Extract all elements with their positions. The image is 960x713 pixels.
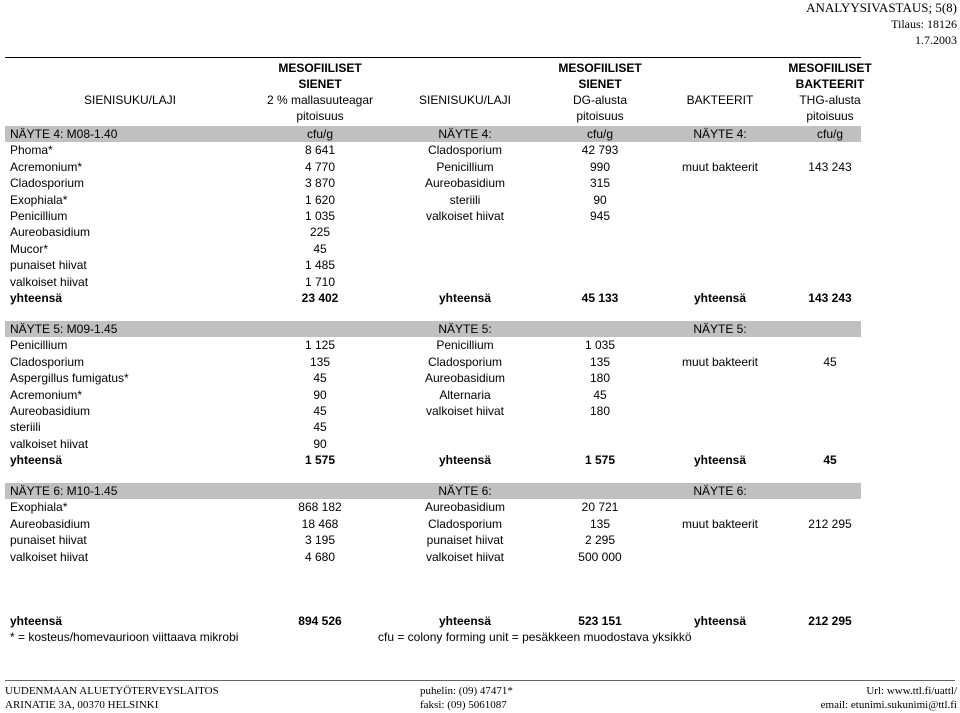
grand-total-cell: yhteensä bbox=[693, 614, 747, 628]
column-header-c4-l2: SIENET bbox=[578, 77, 622, 91]
table-cell: 4 770 bbox=[304, 159, 336, 174]
table-cell: 212 295 bbox=[808, 516, 852, 531]
table-cell: muut bakteerit bbox=[681, 354, 759, 369]
table-cell: 90 bbox=[313, 436, 327, 451]
table-cell: Exophiala* bbox=[10, 192, 68, 207]
table-cell: punaiset hiivat bbox=[10, 258, 87, 273]
table-cell: 45 bbox=[313, 404, 327, 418]
table-cell: 868 182 bbox=[298, 500, 342, 515]
table-cell: valkoiset hiivat bbox=[425, 549, 505, 564]
column-header-c4-l4: pitoisuus bbox=[576, 109, 624, 123]
column-header-c6-l1: MESOFIILISET bbox=[788, 61, 872, 75]
sample-band-cell: NÄYTE 4: M08-1.40 bbox=[10, 127, 118, 141]
table-cell: Exophiala* bbox=[10, 500, 68, 515]
sample-band-cell: cfu/g bbox=[306, 127, 334, 141]
column-header-c6-l4: pitoisuus bbox=[806, 109, 854, 123]
table-cell: 1 035 bbox=[584, 338, 616, 353]
footer-url: Url: www.ttl.fi/uattl/ bbox=[866, 685, 957, 697]
footer-address: ARINATIE 3A, 00370 HELSINKI bbox=[5, 699, 159, 711]
table-cell: Mucor* bbox=[10, 241, 49, 256]
sample-band-cell: NÄYTE 5: M09-1.45 bbox=[10, 322, 118, 336]
table-cell: 18 468 bbox=[301, 516, 339, 531]
column-header-c2-l2: SIENET bbox=[298, 77, 342, 91]
subtotal-cell: yhteensä bbox=[693, 453, 747, 468]
report-header bbox=[806, 0, 957, 48]
table-cell: 1 485 bbox=[304, 258, 336, 273]
table-cell: Aureobasidium bbox=[10, 516, 91, 531]
footer-fax: faksi: (09) 5061087 bbox=[420, 699, 507, 711]
table-cell: punaiset hiivat bbox=[10, 533, 87, 548]
table-cell: steriili bbox=[449, 192, 481, 207]
table-cell: 143 243 bbox=[808, 159, 852, 174]
column-header-c6-l2: BAKTEERIT bbox=[795, 77, 865, 91]
table-cell: 45 bbox=[823, 354, 837, 369]
table-cell: 3 195 bbox=[304, 533, 336, 548]
subtotal-cell: yhteensä bbox=[10, 291, 63, 305]
table-cell: Cladosporium bbox=[10, 176, 85, 191]
table-cell: 90 bbox=[313, 387, 327, 402]
table-cell: 135 bbox=[589, 516, 611, 531]
table-cell: Acremonium* bbox=[10, 159, 83, 174]
table-cell: 45 bbox=[313, 241, 327, 256]
table-cell: Acremonium* bbox=[10, 387, 83, 402]
table-cell: Penicillium bbox=[10, 209, 68, 223]
table-cell: punaiset hiivat bbox=[426, 533, 504, 548]
sample-band-cell: cfu/g bbox=[586, 127, 614, 141]
report-page: 5(8) bbox=[935, 0, 957, 15]
header-separator bbox=[5, 57, 861, 58]
table-cell: 1 035 bbox=[304, 209, 336, 223]
table-cell: 8 641 bbox=[304, 143, 336, 158]
subtotal-cell: yhteensä bbox=[438, 291, 492, 305]
table-cell: 1 125 bbox=[304, 338, 336, 353]
table-cell: valkoiset hiivat bbox=[425, 209, 505, 223]
table-cell: muut bakteerit bbox=[681, 159, 759, 174]
table-cell: 945 bbox=[589, 209, 611, 223]
table-cell: steriili bbox=[10, 420, 41, 435]
footer-org: UUDENMAAN ALUETYÖTERVEYSLAITOS bbox=[5, 685, 219, 697]
table-cell: 90 bbox=[593, 192, 607, 207]
table-cell: valkoiset hiivat bbox=[10, 274, 89, 289]
subtotal-cell: 1 575 bbox=[304, 453, 336, 468]
grand-total-cell: yhteensä bbox=[438, 614, 492, 628]
grand-total-cell: yhteensä bbox=[10, 614, 63, 628]
sample-band-cell: NÄYTE 5: bbox=[438, 322, 492, 336]
column-header-c2-l3: 2 % mallasuuteagar bbox=[266, 93, 374, 107]
report-title: ANALYYSIVASTAUS; bbox=[806, 0, 933, 15]
table-cell: Aspergillus fumigatus* bbox=[10, 371, 129, 386]
column-header-c4-l3: DG-alusta bbox=[572, 93, 628, 107]
table-cell: Aureobasidium bbox=[10, 404, 91, 418]
table-cell: 20 721 bbox=[581, 500, 619, 515]
subtotal-cell: yhteensä bbox=[693, 291, 747, 305]
report-order: Tilaus: 18126 bbox=[891, 17, 957, 31]
column-header-c2-l1: MESOFIILISET bbox=[278, 61, 362, 75]
footer-phone: puhelin: (09) 47471* bbox=[420, 685, 513, 697]
table-cell: 2 295 bbox=[584, 533, 616, 548]
sample-band-cell: NÄYTE 6: bbox=[693, 484, 747, 498]
table-cell: 45 bbox=[593, 387, 607, 402]
table-cell: valkoiset hiivat bbox=[10, 549, 89, 564]
subtotal-cell: 143 243 bbox=[808, 291, 852, 305]
table-cell: Aureobasidium bbox=[424, 176, 506, 191]
note-moisture: * = kosteus/homevaurioon viittaava mikrobi bbox=[10, 630, 239, 644]
sample-band-cell: NÄYTE 5: bbox=[693, 322, 747, 336]
report-date: 1.7.2003 bbox=[915, 33, 957, 47]
subtotal-cell: 45 133 bbox=[581, 291, 619, 305]
report-title-line bbox=[806, 0, 957, 16]
table-cell: Alternaria bbox=[439, 387, 491, 402]
sample-band-cell: NÄYTE 4: bbox=[693, 127, 747, 141]
table-cell: Cladosporium bbox=[427, 143, 503, 158]
sample-band-cell: cfu/g bbox=[816, 127, 844, 141]
table-cell: 315 bbox=[589, 176, 611, 191]
table-cell: 3 870 bbox=[304, 176, 336, 191]
table-cell: Aureobasidium bbox=[424, 371, 506, 386]
column-header-c4-l1: MESOFIILISET bbox=[558, 61, 642, 75]
note-cfu: cfu = colony forming unit = pesäkkeen muodostava yksikkö bbox=[378, 630, 692, 644]
subtotal-cell: 23 402 bbox=[301, 291, 339, 305]
footer-separator bbox=[5, 680, 955, 681]
grand-total-cell: 523 151 bbox=[578, 614, 622, 628]
table-cell: Cladosporium bbox=[427, 354, 503, 369]
column-header-c3-l3: SIENISUKU/LAJI bbox=[418, 93, 512, 107]
column-header-c2-l4: pitoisuus bbox=[296, 109, 344, 123]
table-cell: Cladosporium bbox=[427, 516, 503, 531]
table-cell: 135 bbox=[309, 354, 331, 369]
table-cell: Aureobasidium bbox=[10, 225, 91, 240]
table-cell: muut bakteerit bbox=[681, 516, 759, 531]
subtotal-cell: 45 bbox=[823, 453, 837, 468]
table-cell: 180 bbox=[589, 404, 611, 418]
table-cell: 1 710 bbox=[304, 274, 336, 289]
table-cell: 180 bbox=[589, 371, 611, 386]
sample-band-cell: NÄYTE 4: bbox=[438, 127, 492, 141]
column-header-c1-l3: SIENISUKU/LAJI bbox=[83, 93, 177, 107]
table-cell: 225 bbox=[309, 225, 331, 240]
table-cell: 500 000 bbox=[578, 549, 622, 564]
column-header-c5-l3: BAKTEERIT bbox=[686, 93, 754, 107]
subtotal-cell: yhteensä bbox=[10, 453, 63, 468]
table-cell: 135 bbox=[589, 354, 611, 369]
sample-band-cell: NÄYTE 6: M10-1.45 bbox=[10, 484, 118, 498]
table-cell: Cladosporium bbox=[10, 354, 85, 369]
subtotal-cell: yhteensä bbox=[438, 453, 492, 468]
table-cell: 42 793 bbox=[581, 143, 619, 158]
table-cell: 990 bbox=[589, 159, 611, 174]
table-cell: Phoma* bbox=[10, 143, 53, 158]
table-cell: Penicillium bbox=[436, 338, 494, 353]
table-cell: Penicillium bbox=[436, 159, 494, 174]
column-header-c6-l3: THG-alusta bbox=[799, 93, 861, 107]
grand-total-cell: 894 526 bbox=[298, 614, 342, 628]
table-cell: Penicillium bbox=[10, 338, 68, 353]
table-cell: valkoiset hiivat bbox=[10, 436, 89, 451]
table-cell: 1 620 bbox=[304, 192, 336, 207]
subtotal-cell: 1 575 bbox=[584, 453, 616, 468]
footer-email: email: etunimi.sukunimi@ttl.fi bbox=[820, 699, 957, 711]
table-cell: 4 680 bbox=[304, 549, 336, 564]
grand-total-cell: 212 295 bbox=[808, 614, 852, 628]
table-cell: 45 bbox=[313, 371, 327, 386]
table-cell: 45 bbox=[313, 420, 327, 435]
table-cell: Aureobasidium bbox=[424, 500, 506, 515]
table-cell: valkoiset hiivat bbox=[425, 404, 505, 418]
sample-band-cell: NÄYTE 6: bbox=[438, 484, 492, 498]
